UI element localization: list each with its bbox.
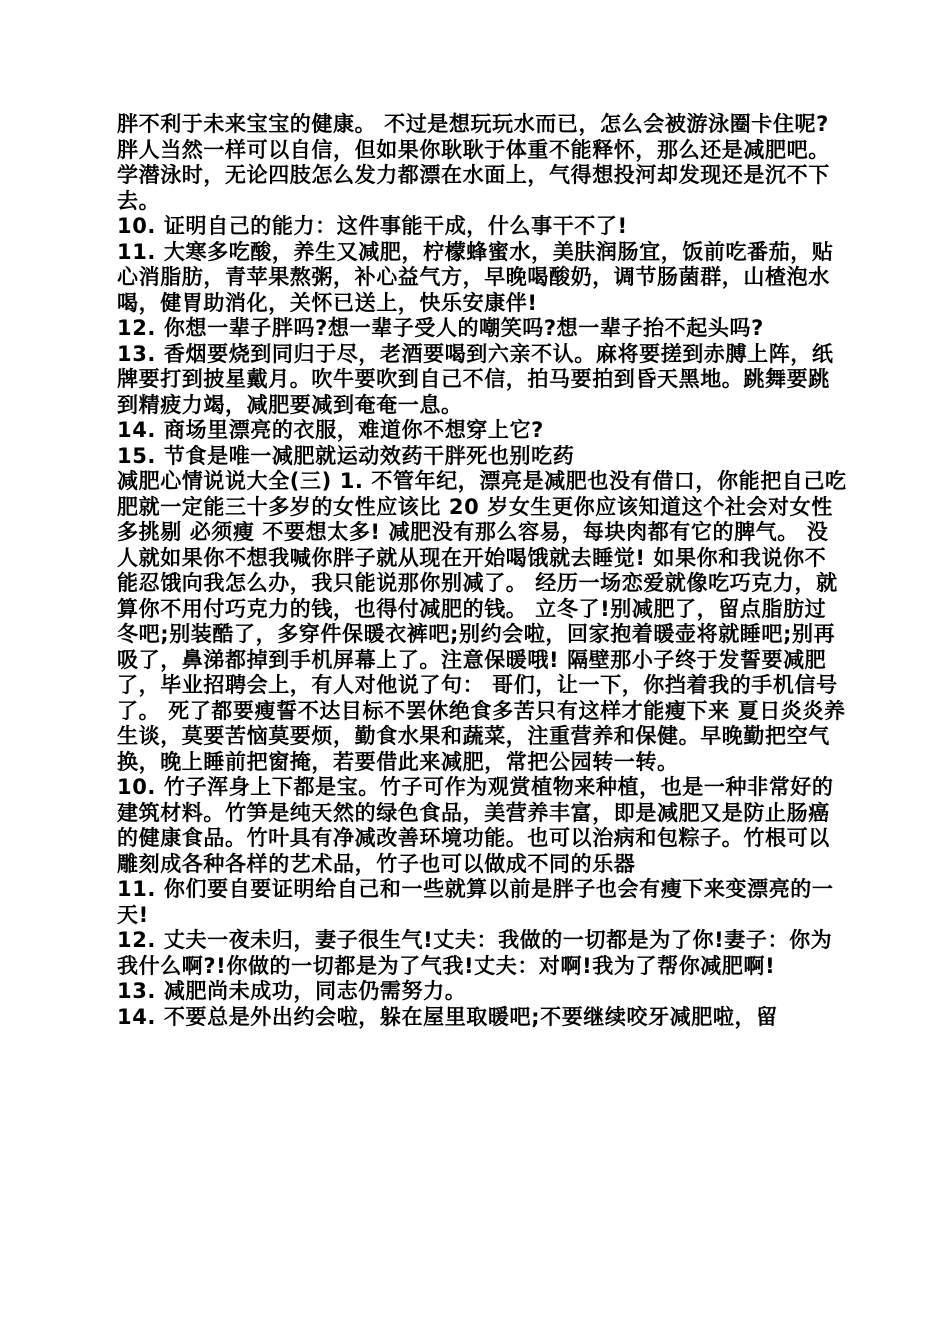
list-item: 14. 不要总是外出约会啦，躲在屋里取暖吧;不要继续咬牙减肥啦，留 <box>117 1004 778 1029</box>
list-item: 12. 你想一辈子胖吗?想一辈子受人的嘲笑吗?想一辈子抬不起头吗? <box>117 316 764 340</box>
list-item: 13. 减肥尚未成功，同志仍需努力。 <box>117 979 467 1003</box>
document-page <box>117 112 847 1030</box>
section-paragraph: 减肥心情说说大全(三) 1. 不管年纪，漂亮是减肥也没有借口，你能把自己吃肥就一定能三十多岁的女性应该比 20 岁女生更你应该知道这个社会对女性多挑剔 必须瘦 不要想太多! 减肥没有那么容易，每块肉都有它的脾气。 没人就如果你不想我喊你胖子就从现在开始喝饿就去睡觉! 如果你和我说你不能忍饿向我怎么办，我只能说那你别减了。 经历一场恋爱就像吃巧克力，就算你不用付巧克力的钱，也得付减肥的钱。 立冬了!别减肥了，留点脂肪过冬吧;别装酷了，多穿件保暖衣裤吧;别约会啦，回家抱着暖壶将就睡吧;别再吸了，鼻涕都掉到手机屏幕上了。注意保暖哦! 隔壁那小子终于发誓要减肥了，毕业招聘会上，有人对他说了句： 哥们，让一下，你挡着我的手机信号了。 死了都要瘦誓不达目标不罢休绝食多苦只有这样才能瘦下来 夏日炎炎养生谈，莫要苦恼莫要烦，勤食水果和蔬菜，注重营养和保健。早晚勤把空气换，晚上睡前把窗掩，若要借此来减肥，常把公园转一转。 <box>117 469 847 774</box>
list-item: 12. 丈夫一夜未归，妻子很生气!丈夫：我做的一切都是为了你!妻子：你为我什么啊?!你做的一切都是为了气我!丈夫：对啊!我为了帮你减肥啊! <box>117 928 833 978</box>
list-item: 11. 大寒多吃酸，养生又减肥，柠檬蜂蜜水，美肤润肠宜，饭前吃番茄，贴心消脂肪，青苹果熬粥，补心益气方，早晚喝酸奶，调节肠菌群，山楂泡水喝，健胃助消化，关怀已送上，快乐安康伴! <box>117 239 834 315</box>
list-item: 15. 节食是唯一减肥就运动效药干胖死也别吃药 <box>117 443 575 468</box>
list-item: 14. 商场里漂亮的衣服，难道你不想穿上它? <box>117 418 544 442</box>
list-item: 10. 证明自己的能力：这件事能干成，什么事干不了! <box>117 214 628 238</box>
list-item: 10. 竹子浑身上下都是宝。竹子可作为观赏植物来种植，也是一种非常好的建筑材料。竹笋是纯天然的绿色食品，美营养丰富，即是减肥又是防止肠癌的健康食品。竹叶具有净减改善环境功能。也可以治病和包粽子。竹根可以雕刻成各种各样的艺术品，竹子也可以做成不同的乐器 <box>117 775 834 876</box>
list-item: 13. 香烟要烧到同归于尽，老酒要喝到六亲不认。麻将要搓到赤膊上阵，纸牌要打到披星戴月。吹牛要吹到自己不信，拍马要拍到昏天黑地。跳舞要跳到精疲力竭，减肥要减到奄奄一息。 <box>117 341 834 417</box>
list-item: 11. 你们要自要证明给自己和一些就算以前是胖子也会有瘦下来变漂亮的一天! <box>117 877 834 927</box>
paragraph-intro: 胖不利于未来宝宝的健康。 不过是想玩玩水而已，怎么会被游泳圈卡住呢? 胖人当然一样可以自信，但如果你耿耿于体重不能释怀，那么还是减肥吧。 学潜泳时，无论四肢怎么发力都漂在水面上，气得想投河却发现还是沉不下去。 <box>117 112 830 213</box>
